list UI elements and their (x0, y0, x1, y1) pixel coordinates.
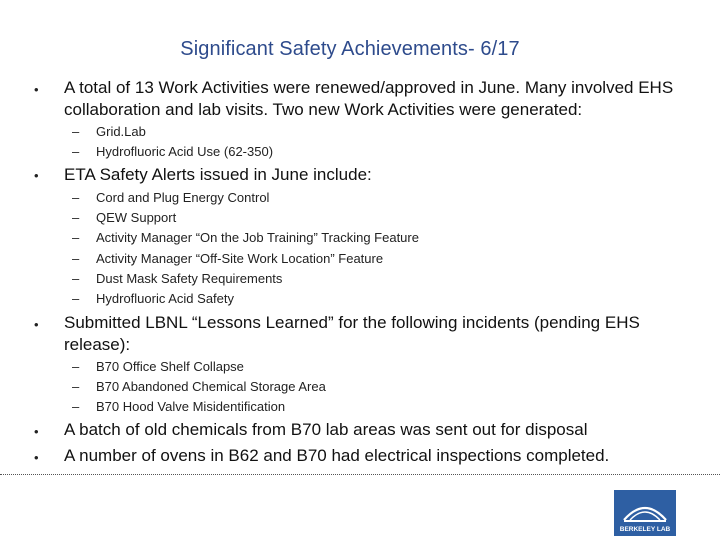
sub-item-safety-alert: Hydrofluoric Acid Safety (96, 291, 235, 306)
list-item: A batch of old chemicals from B70 lab areas was sent out for disposal (64, 420, 588, 439)
sub-item-safety-alert: Cord and Plug Energy Control (96, 190, 270, 205)
bullet: • (34, 317, 39, 332)
dash: – (72, 210, 80, 225)
dash: – (72, 359, 80, 374)
dash: – (72, 230, 80, 245)
berkeley-lab-logo (614, 490, 676, 536)
list-item: A number of ovens in B62 and B70 had electrical inspections completed. (64, 446, 610, 465)
dash: – (72, 144, 80, 159)
sub-item-lesson: B70 Hood Valve Misidentification (96, 399, 286, 414)
bullet: • (34, 82, 39, 97)
dash: – (72, 271, 80, 286)
dash: – (72, 190, 80, 205)
bullet: • (34, 450, 39, 465)
dash: – (72, 291, 80, 306)
footer-divider (0, 474, 720, 475)
sub-item-safety-alert: Dust Mask Safety Requirements (96, 271, 283, 286)
sub-item-lesson: B70 Office Shelf Collapse (96, 359, 244, 374)
sub-item-safety-alert: Activity Manager “On the Job Training” Tracking Feature (96, 230, 419, 245)
list-item: A total of 13 Work Activities were renewed/approved in June. Many involved EHS collaboration and lab visits. Two new Work Activities were generated: (64, 78, 674, 119)
sub-item-safety-alert: Activity Manager “Off-Site Work Location” Feature (96, 251, 384, 266)
sub-item-lesson: B70 Abandoned Chemical Storage Area (96, 379, 326, 394)
sub-item-safety-alert: QEW Support (96, 210, 177, 225)
dash: – (72, 251, 80, 266)
dash: – (72, 124, 80, 139)
logo-text: BERKELEY LAB (619, 526, 671, 533)
slide-title: Significant Safety Achievements- 6/17 (180, 38, 520, 60)
bullet: • (34, 168, 39, 183)
sub-item-work-activity: Hydrofluoric Acid Use (62-350) (96, 144, 274, 159)
dash: – (72, 399, 80, 414)
list-item: Submitted LBNL “Lessons Learned” for the following incidents (pending EHS release): (64, 313, 640, 354)
bullet: • (34, 424, 39, 439)
sub-item-work-activity: Grid.Lab (96, 124, 146, 139)
list-item: ETA Safety Alerts issued in June include: (64, 165, 372, 184)
dash: – (72, 379, 80, 394)
